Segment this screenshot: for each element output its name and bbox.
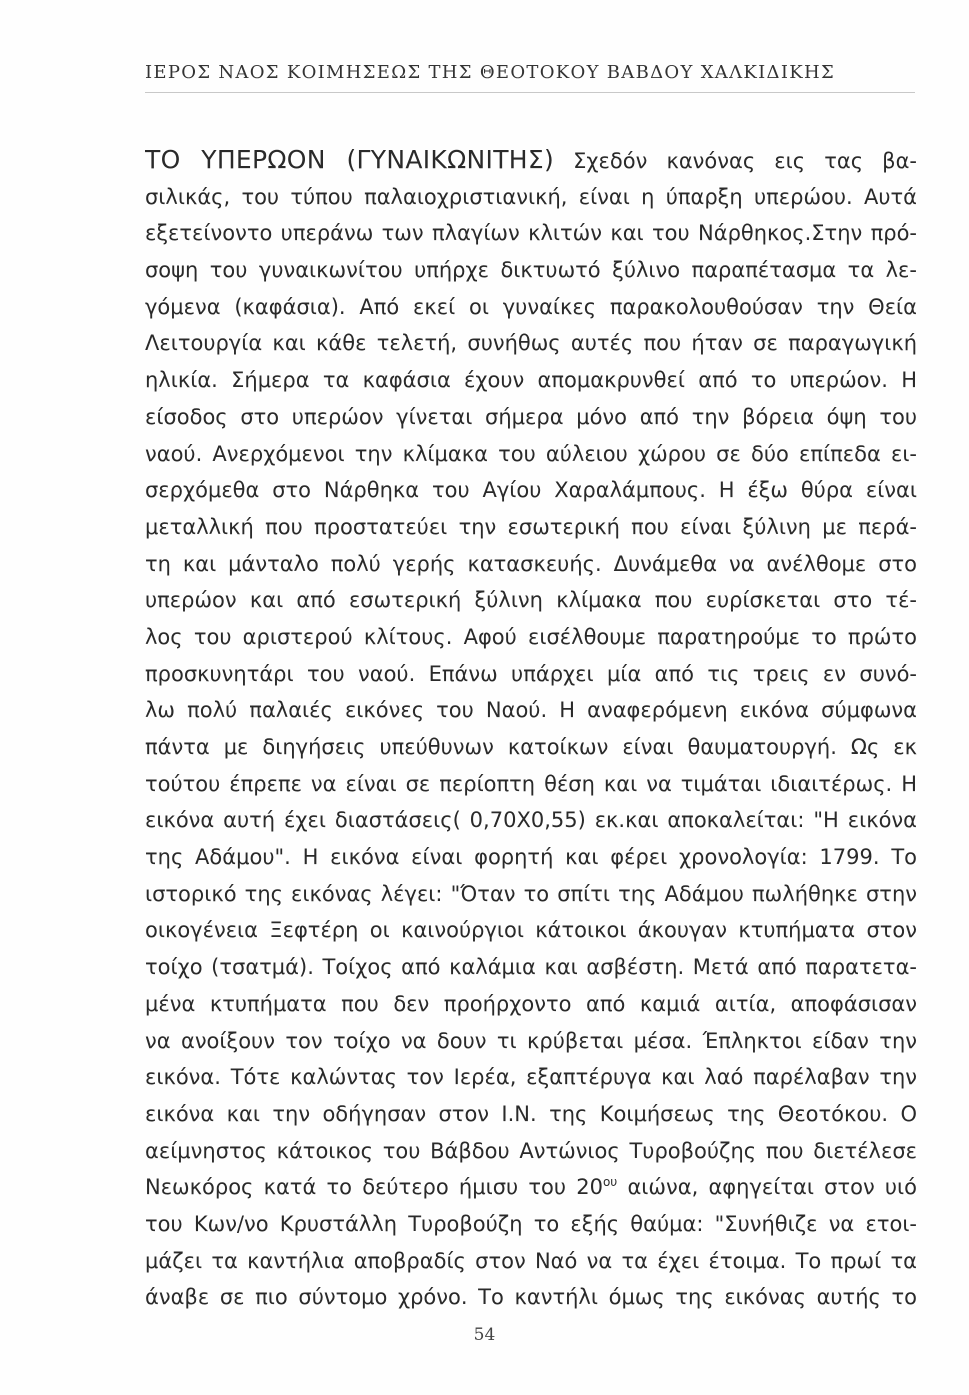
running-header: ΙΕΡΟΣ ΝΑΟΣ ΚΟΙΜΗΣΕΩΣ ΤΗΣ ΘΕΟΤΟΚΟΥ ΒΑΒΔΟΥ ΧΑΛΚΙΔΙΚΗΣ [145,62,836,83]
text-line: σιλικάς, του τύπου παλαιοχριστιανική, είναι η ύπαρξη υπερώου. Αυτά [145,184,917,209]
text-line [145,142,917,179]
text-line: τη και μάνταλο πολύ γερής κατασκευής. Δυνάμεθα να ανέλθομε στο [145,551,917,576]
text-line: να ανοίξουν τον τοίχο να δουν τι κρύβεται μέσα. Έπληκτοι είδαν την [145,1028,917,1053]
text-line: μένα κτυπήματα που δεν προήρχοντο από καμιά αιτία, αποφάσισαν [145,991,917,1016]
century-superscript: ου [602,1175,618,1190]
text-line: προσκυνητάρι του ναού. Επάνω υπάρχει μία από τις τρεις εν συνό- [145,661,917,686]
text-line: εξετείνοντο υπεράνω των πλαγίων κλιτών και του Νάρθηκος.Στην πρό- [145,221,917,246]
text-line: αείμνηστος κάτοικος του Βάβδου Αντώνιος Τυροβούζης που διετέλεσε [145,1138,917,1163]
header-rule [145,92,915,93]
text-line [145,1169,917,1206]
text-line: πάντα με διηγήσεις υπεύθυνων κατοίκων είναι θαυματουργή. Ως εκ [145,735,917,759]
text-line: του Κων/νο Κρυστάλλη Τυροβούζη το εξής θαύμα: "Συνήθιζε να ετοι- [145,1211,917,1236]
text-line: σερχόμεθα στο Νάρθηκα του Αγίου Χαραλάμπους. Η έξω θύρα είναι [145,478,917,503]
text-line: εικόνα και την οδήγησαν στον Ι.Ν. της Κοιμήσεως της Θεοτόκου. Ο [145,1101,917,1126]
text-line: εικόνα αυτή έχει διαστάσεις( 0,70Χ0,55) εκ.και αποκαλείται: "Η εικόνα [145,808,917,833]
text-line: λος του αριστερού κλίτους. Αφού εισέλθουμε παρατηρούμε το πρώτο [145,624,917,649]
text-line: άναβε σε πιο σύντομο χρόνο. Το καντήλι όμως της εικόνας αυτής το [145,1285,917,1310]
text-line: εικόνα. Τότε καλώντας τον Ιερέα, εξαπτέρυγα και λαό παρέλαβαν την [145,1065,917,1090]
text-line: μάζει τα καντήλια αποβραδίς στον Ναό να τα έχει έτοιμα. Το πρωί τα [145,1248,917,1273]
century-line-end: αιώνα, αφηγείται στον υιό [617,1175,917,1200]
text-line: ναού. Ανερχόμενοι την κλίμακα του αύλειου χώρου σε δύο επίπεδα ει- [145,441,917,466]
text-line: σοψη του γυναικωνίτου υπήρχε δικτυωτό ξύλινο παραπέτασμα τα λε- [145,258,917,283]
text-line: οικογένεια Ξεφτέρη οι καινούργιοι κάτοικοι άκουγαν κτυπήματα στον [145,918,917,943]
text-line: ιστορικό της εικόνας λέγει: "Όταν το σπίτι της Αδάμου πωλήθηκε στην [145,881,917,906]
text-line: είσοδος στο υπερώον γίνεται σήμερα μόνο από την βόρεια όψη του [145,404,917,429]
text-line: ηλικία. Σήμερα τα καφάσια έχουν απομακρυνθεί από το υπερώον. Η [145,368,917,393]
text-line: Λειτουργία και κάθε τελετή, συνήθως αυτές που ήταν σε παραγωγική [145,331,917,356]
text-line: γόμενα (καφάσια). Από εκεί οι γυναίκες παρακολουθούσαν την Θεία [145,294,917,319]
text-line: λω πολύ παλαιές εικόνες του Ναού. Η αναφερόμενη εικόνα σύμφωνα [145,698,917,723]
text-line: τούτου έπρεπε να είναι σε περίοπτη θέση και να τιμάται ιδιαιτέρως. Η [145,771,917,796]
section-heading: ΤΟ ΥΠΕΡΩΟΝ (ΓΥΝΑΙΚΩΝΙΤΗΣ) [145,145,555,174]
text-line: μεταλλική που προστατεύει την εσωτερική που είναι ξύλινη με περά- [145,514,917,539]
text-line: υπερώον και από εσωτερική ξύλινη κλίμακα που ευρίσκεται στο τέ- [145,588,917,613]
page-number: 54 [473,1325,496,1345]
first-line-rest: Σχεδόν κανόνας εις τας βα- [554,149,917,173]
body-text [145,142,917,1316]
text-line: τοίχο (τσατμά). Τοίχος από καλάμια και ασβέστη. Μετά από παρατετα- [145,955,917,980]
century-line-start: Νεωκόρος κατά το δεύτερο ήμισυ του 20 [145,1175,603,1200]
text-line: της Αδάμου". Η εικόνα είναι φορητή και φέρει χρονολογία: 1799. Το [145,845,917,870]
